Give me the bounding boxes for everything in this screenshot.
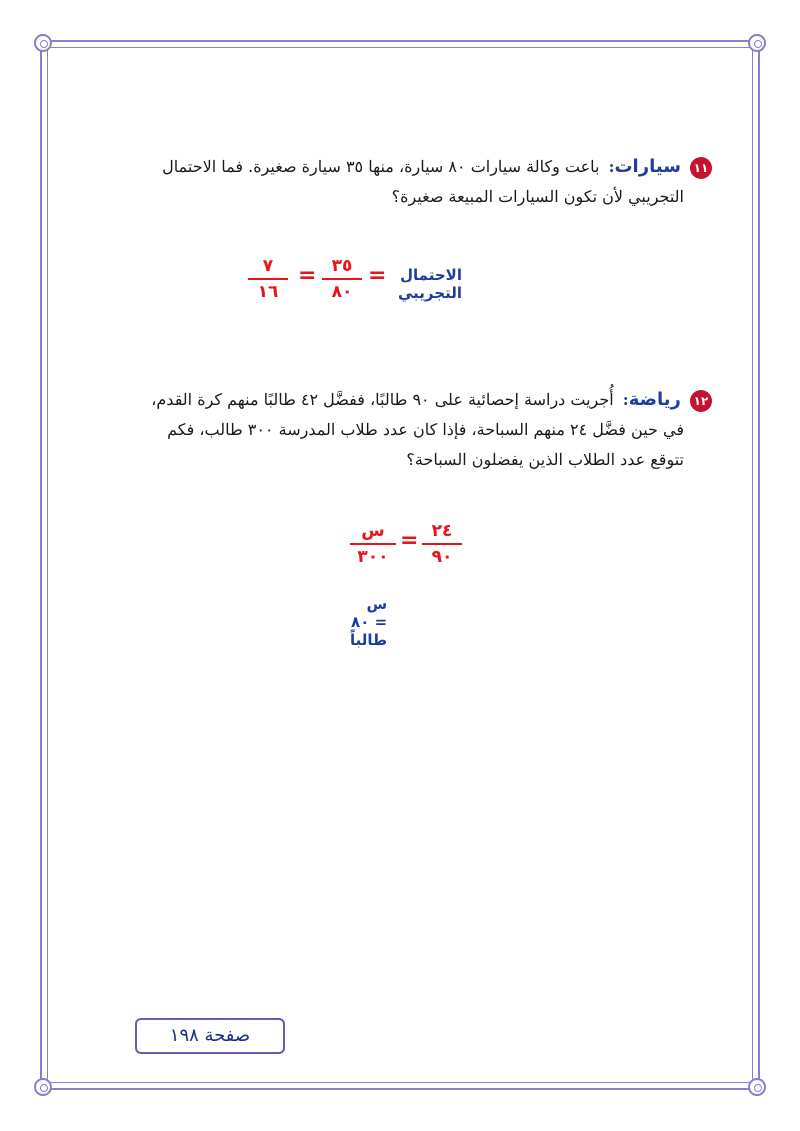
fraction-24-90 xyxy=(422,520,462,568)
problem-number-badge: ١١ xyxy=(690,157,712,179)
problem-12-line-2 xyxy=(112,415,712,445)
fraction-35-80 xyxy=(322,255,362,303)
problem-text: تتوقع عدد الطلاب الذين يفضلون السباحة؟ xyxy=(406,450,684,469)
equals-sign: = xyxy=(368,263,387,288)
topic-colon: : xyxy=(622,390,629,409)
problem-12 xyxy=(112,385,712,475)
problem-11 xyxy=(112,152,712,212)
problem-11-line-2 xyxy=(112,182,712,212)
corner-ornament-icon xyxy=(34,34,52,52)
fraction-numerator: ٣٥ xyxy=(331,256,353,276)
fraction-bar xyxy=(322,278,362,280)
fraction-numerator: س xyxy=(361,521,385,541)
equals-sign: = xyxy=(400,528,419,553)
problem-topic: رياضة xyxy=(628,389,681,410)
fraction-bar xyxy=(422,543,462,545)
fraction-denominator: ٣٠٠ xyxy=(357,547,389,567)
page-number-box xyxy=(135,1018,285,1054)
page-number-label: صفحة ١٩٨ xyxy=(169,1025,251,1046)
topic-colon: : xyxy=(608,157,615,176)
fraction-bar xyxy=(350,543,396,545)
corner-ornament-icon xyxy=(34,1078,52,1096)
problem-text: أُجريت دراسة إحصائية على ٩٠ طالبًا، ففضَّل ٤٢ طالبًا منهم كرة القدم، xyxy=(151,390,614,409)
solution-label: الاحتمال التجريبي xyxy=(398,266,462,302)
fraction-denominator: ٨٠ xyxy=(331,282,353,302)
equals-sign: = xyxy=(298,263,317,288)
problem-text: التجريبي لأن تكون السيارات المبيعة صغيرة؟ xyxy=(391,187,684,206)
corner-ornament-icon xyxy=(748,34,766,52)
problem-number-badge: ١٢ xyxy=(690,390,712,412)
fraction-7-16 xyxy=(248,255,288,303)
corner-ornament-icon xyxy=(748,1078,766,1096)
problem-11-line-1 xyxy=(112,152,712,182)
problem-text: باعت وكالة سيارات ٨٠ سيارة، منها ٣٥ سيارة صغيرة. فما الاحتمال xyxy=(162,157,600,176)
solution-answer: س = ٨٠ طالباً xyxy=(350,595,388,649)
fraction-numerator: ٧ xyxy=(262,256,274,276)
fraction-bar xyxy=(248,278,288,280)
problem-topic: سيارات xyxy=(614,156,681,177)
fraction-x-300 xyxy=(350,520,396,568)
fraction-denominator: ٩٠ xyxy=(431,547,453,567)
problem-text: في حين فضَّل ٢٤ منهم السباحة، فإذا كان عدد طلاب المدرسة ٣٠٠ طالب، فكم xyxy=(167,420,684,439)
problem-12-line-1 xyxy=(112,385,712,415)
fraction-numerator: ٢٤ xyxy=(431,521,453,541)
problem-12-line-3 xyxy=(112,445,712,475)
fraction-denominator: ١٦ xyxy=(257,282,279,302)
